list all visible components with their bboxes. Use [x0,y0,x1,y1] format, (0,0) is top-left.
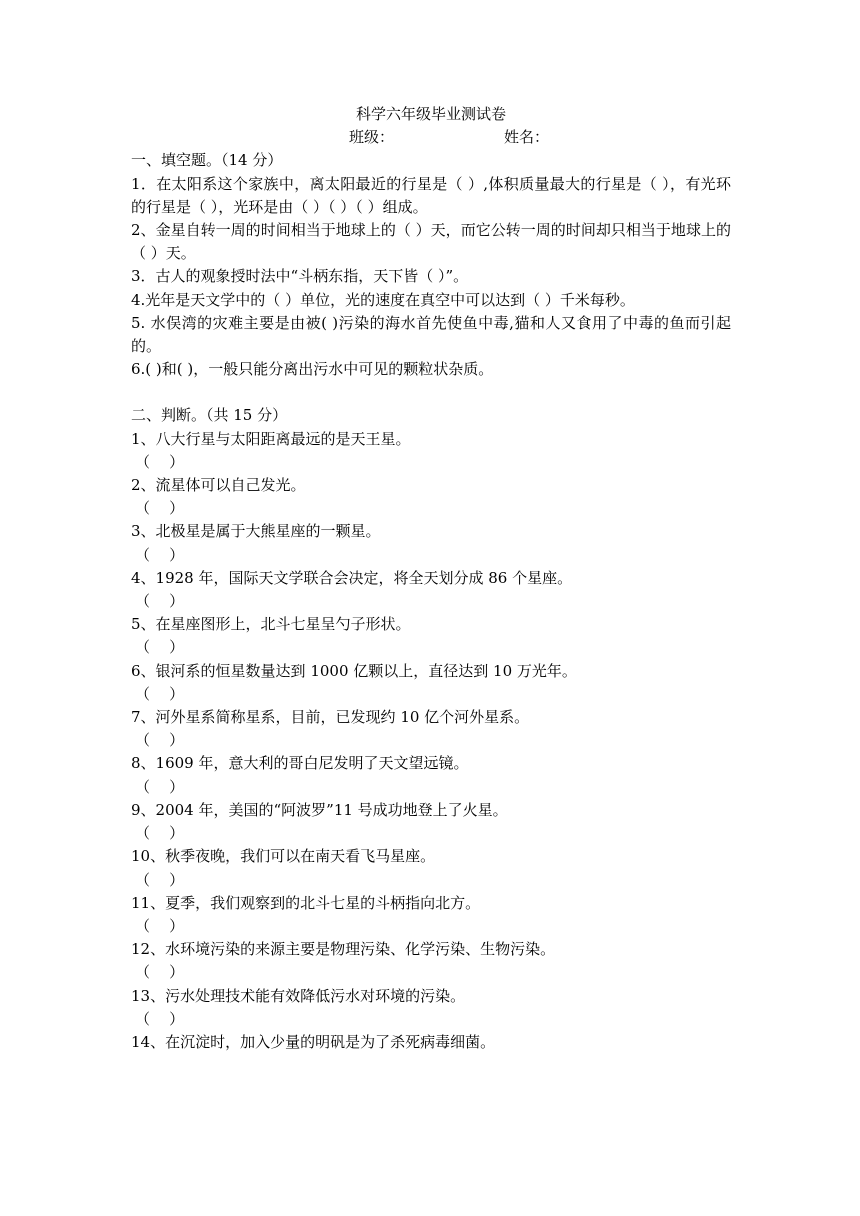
judge-item [131,938,731,984]
judge-item [131,520,731,566]
answer-blank-10[interactable]: （ ） [135,870,185,889]
judge-item [131,706,731,752]
section2-heading: 二、判断。（共 15 分） [131,406,288,425]
judge-question-8: 8、1609 年，意大利的哥白尼发明了天文望远镜。 [131,754,469,773]
judge-question-6: 6、银河系的恒星数量达到 1000 亿颗以上，直径达到 10 万光年。 [131,661,577,680]
student-info [131,126,731,149]
answer-blank-13[interactable]: （ ） [135,1009,185,1028]
answer-blank-6[interactable]: （ ） [135,684,185,703]
exam-page [131,103,731,1054]
question-1-2: 2、金星自转一周的时间相当于地球上的（ ）天，而它公转一周的时间却只相当于地球上的（ ）天。 [131,221,731,263]
question-1-6: 6.( )和( )，一般只能分离出污水中可见的颗粒状杂质。 [131,360,494,379]
answer-blank-7[interactable]: （ ） [135,731,185,750]
judge-item [131,799,731,845]
class-label: 班级： [348,128,394,147]
judge-item [131,1031,731,1054]
answer-blank-12[interactable]: （ ） [135,963,185,982]
page-title: 科学六年级毕业测试卷 [355,105,506,123]
judge-item [131,428,731,474]
question-1-3: 3．古人的观象授时法中“斗柄东指，天下皆（ ）”。 [131,267,469,286]
answer-blank-3[interactable]: （ ） [135,545,185,564]
judge-item [131,474,731,520]
answer-blank-4[interactable]: （ ） [135,592,185,611]
judge-item [131,892,731,938]
judge-question-7: 7、河外星系简称星系，目前，已发现约 10 亿个河外星系。 [131,708,530,727]
judge-question-14: 14、在沉淀时，加入少量的明矾是为了杀死病毒细菌。 [131,1032,496,1051]
judge-question-12: 12、水环境污染的来源主要是物理污染、化学污染、生物污染。 [131,940,556,959]
judge-question-1: 1、八大行星与太阳距离最远的是天王星。 [131,429,411,448]
judge-question-13: 13、污水处理技术能有效降低污水对环境的污染。 [131,986,466,1005]
name-label: 姓名： [504,128,550,147]
answer-blank-1[interactable]: （ ） [135,452,185,471]
judge-question-9: 9、2004 年，美国的“阿波罗”11 号成功地登上了火星。 [131,800,508,819]
answer-blank-9[interactable]: （ ） [135,824,185,843]
question-1-5: 5. 水俣湾的灾难主要是由被( )污染的海水首先使鱼中毒,猫和人又食用了中毒的鱼而引起的。 [131,313,731,356]
answer-blank-2[interactable]: （ ） [135,499,185,518]
judge-item [131,567,731,613]
judge-item [131,613,731,659]
judge-item [131,660,731,706]
judge-item [131,985,731,1031]
judge-question-10: 10、秋季夜晚，我们可以在南天看飞马星座。 [131,847,436,866]
judge-question-4: 4、1928 年，国际天文学联合会决定，将全天划分成 86 个星座。 [131,568,573,587]
answer-blank-8[interactable]: （ ） [135,777,185,796]
answer-blank-5[interactable]: （ ） [135,638,185,657]
question-1-4: 4.光年是天文学中的（ ）单位，光的速度在真空中可以达到（ ）千米每秒。 [131,290,635,309]
section-spacer [131,381,731,404]
judge-question-5: 5、在星座图形上，北斗七星呈勺子形状。 [131,615,411,634]
judge-question-2: 2、流星体可以自己发光。 [131,476,306,495]
question-1-1: 1．在太阳系这个家族中，离太阳最近的行星是（ ）,体积质量最大的行星是（ ），有光环的行星是（ ），光环是由（ ）（ ）（ ）组成。 [131,174,731,216]
judge-item [131,752,731,798]
judge-question-3: 3、北极星是属于大熊星座的一颗星。 [131,522,381,541]
judge-question-11: 11、夏季，我们观察到的北斗七星的斗柄指向北方。 [131,893,481,912]
section1-heading: 一、填空题。（14 分） [131,151,283,170]
judge-item [131,845,731,891]
answer-blank-11[interactable]: （ ） [135,916,185,935]
